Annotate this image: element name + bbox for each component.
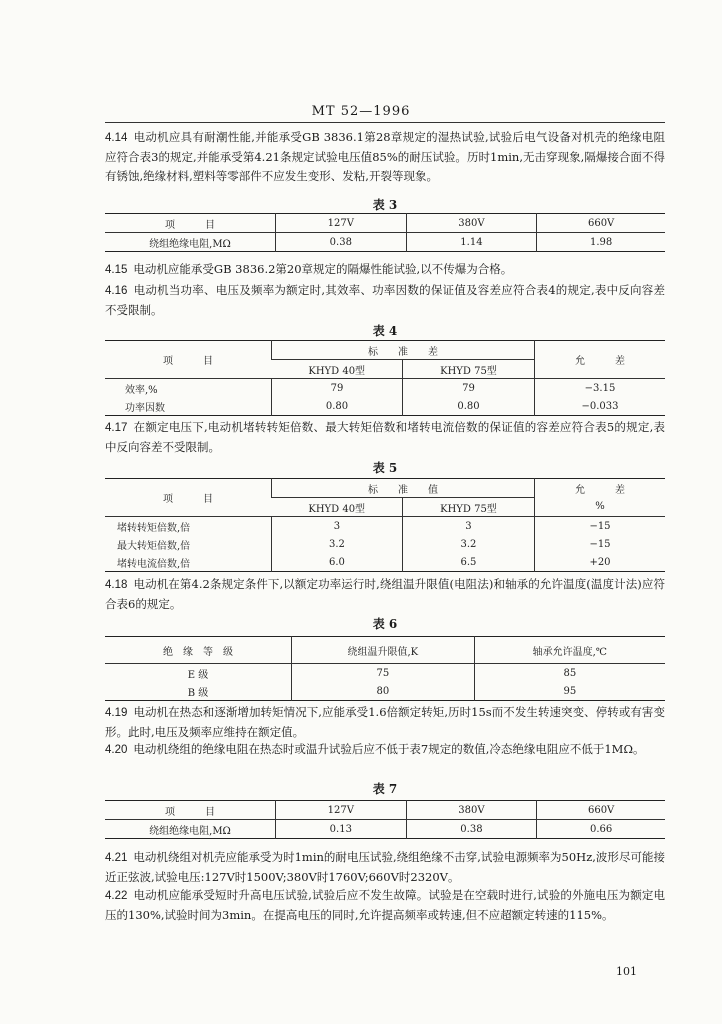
clause-4-19: [105, 703, 665, 742]
clause-text: 电动机在第4.2条规定条件下,以额定功率运行时,绕组温升限值(电阻法)和轴承的允许温度(温度计法)应符合表6的规定。: [105, 577, 665, 611]
table3-col-127v: 127V: [276, 214, 407, 233]
table6-caption: 表 6: [372, 617, 398, 631]
table3-cell: 0.38: [276, 233, 407, 252]
table3-cell: 1.98: [537, 233, 665, 252]
clause-number: 4.19: [105, 707, 128, 719]
table4-cell: −3.15: [535, 379, 666, 398]
table6-row-label: B 级: [187, 687, 209, 699]
table4-row-label: 效率,%: [125, 384, 158, 396]
table5-caption: 表 5: [372, 461, 398, 475]
table4-col-khyd40: KHYD 40型: [272, 360, 403, 379]
clause-4-16: [105, 281, 665, 320]
clause-number: 4.20: [105, 744, 128, 756]
clause-number: 4.14: [105, 132, 128, 144]
clause-number: 4.16: [105, 285, 128, 297]
table6-temp-rise-header: 绕组温升限值,K: [292, 637, 475, 664]
clause-number: 4.17: [105, 422, 128, 434]
table3-cell: 1.14: [406, 233, 537, 252]
table4-caption: 表 4: [372, 324, 398, 338]
table5-cell: 3.2: [272, 535, 403, 553]
table6-insulation-header: 绝 缘 等 级: [105, 637, 292, 664]
table7-item-header: 项 目: [105, 801, 276, 820]
clause-number: 4.21: [105, 852, 128, 864]
table4-row-label: 功率因数: [125, 402, 165, 414]
table6-cell: 75: [292, 664, 475, 683]
clause-text: 电动机应能承受GB 3836.2第20章规定的隔爆性能试验,以不传爆为合格。: [133, 262, 513, 276]
clause-text: 电动机在热态和逐渐增加转矩情况下,应能承受1.6倍额定转矩,历时15s而不发生转速突变、停转或有害变形。此时,电压及频率应维持在额定值。: [105, 705, 665, 739]
table5-cell: +20: [535, 553, 666, 572]
table5-cell: 3: [272, 517, 403, 536]
clause-4-22: [105, 886, 665, 925]
table5-cell: −15: [535, 535, 666, 553]
table6-cell: 85: [474, 664, 665, 683]
table-7: [105, 800, 665, 839]
table4-cell: 0.80: [272, 397, 403, 416]
table5-cell: 6.0: [272, 553, 403, 572]
clause-number: 4.22: [105, 890, 128, 902]
table5-group-header: 标 准 值: [272, 479, 535, 498]
table7-col-127v: 127V: [276, 801, 407, 820]
table7-cell: 0.13: [276, 820, 407, 839]
table-3: [105, 213, 665, 252]
table4-tolerance-header: 允 差: [535, 341, 666, 379]
clause-text: 电动机绕组对机壳应能承受为时1min的耐电压试验,绕组绝缘不击穿,试验电源频率为50Hz,波形尽可能接近正弦波,试验电压:127V时1500V;380V时1760V;660V时2320V。: [105, 850, 665, 884]
table3-item-header: 项 目: [105, 214, 276, 233]
clause-text: 在额定电压下,电动机堵转转矩倍数、最大转矩倍数和堵转电流倍数的保证值的容差应符合表5的规定,表中反向容差不受限制。: [105, 420, 665, 454]
table4-item-header: 项 目: [105, 341, 272, 379]
table4-cell: −0.033: [535, 397, 666, 416]
clause-4-15: [105, 260, 665, 280]
clause-4-17: [105, 418, 665, 457]
table6-row-label: E 级: [187, 669, 209, 681]
page-number: 101: [616, 965, 637, 978]
table7-col-660v: 660V: [537, 801, 665, 820]
table5-cell: 6.5: [402, 553, 534, 572]
standard-header: MT 52—1996: [311, 104, 411, 119]
table4-cell: 79: [272, 379, 403, 398]
table6-cell: 80: [292, 682, 475, 701]
table7-col-380v: 380V: [406, 801, 537, 820]
table3-caption: 表 3: [372, 198, 398, 212]
table5-cell: −15: [535, 517, 666, 536]
clause-number: 4.15: [105, 264, 128, 276]
table5-row-label: 堵转电流倍数,倍: [117, 558, 191, 570]
table3-col-660v: 660V: [537, 214, 665, 233]
table7-cell: 0.38: [406, 820, 537, 839]
clause-4-21: [105, 848, 665, 887]
table7-caption: 表 7: [372, 782, 398, 796]
clause-4-14: [105, 128, 665, 186]
table5-item-header: 项 目: [105, 479, 272, 517]
table3-col-380v: 380V: [406, 214, 537, 233]
table-4: [105, 340, 665, 416]
table6-bearing-temp-header: 轴承允许温度,℃: [474, 637, 665, 664]
clause-text: 电动机当功率、电压及频率为额定时,其效率、功率因数的保证值及容差应符合表4的规定,表中反向容差不受限制。: [105, 283, 665, 317]
clause-text: 电动机应能承受短时升高电压试验,试验后应不发生故障。试验是在空载时进行,试验的外施电压为额定电压的130%,试验时间为3min。在提高电压的同时,允许提高频率或转速,但不应超额定转速的115%。: [105, 888, 665, 922]
table5-row-label: 堵转转矩倍数,倍: [117, 522, 191, 534]
table4-cell: 79: [402, 379, 534, 398]
table5-tolerance-header: 允 差: [535, 479, 666, 498]
clause-number: 4.18: [105, 579, 128, 591]
table7-cell: 0.66: [537, 820, 665, 839]
table5-cell: 3.2: [402, 535, 534, 553]
header-rule: [105, 122, 665, 123]
table5-col-khyd75: KHYD 75型: [402, 498, 534, 517]
table6-cell: 95: [474, 682, 665, 701]
table5-row-label: 最大转矩倍数,倍: [117, 540, 191, 552]
table-6: [105, 636, 665, 701]
table4-cell: 0.80: [402, 397, 534, 416]
clause-text: 电动机应具有耐潮性能,并能承受GB 3836.1第28章规定的湿热试验,试验后电气设备对机壳的绝缘电阻应符合表3的规定,并能承受第4.21条规定试验电压值85%的耐压试验。历时1min,无击穿现象,隔爆接合面不得有锈蚀,绝缘材料,塑料等零部件不应发生变形、发粘,开裂等现象。: [105, 130, 665, 183]
table4-col-khyd75: KHYD 75型: [402, 360, 534, 379]
clause-4-18: [105, 575, 665, 614]
table5-cell: 3: [402, 517, 534, 536]
table7-row-label: 绕组绝缘电阻,MΩ: [149, 825, 231, 837]
clause-4-20: [105, 740, 665, 760]
table5-tolerance-unit: %: [535, 498, 666, 517]
clause-text: 电动机绕组的绝缘电阻在热态时或温升试验后应不低于表7规定的数值,冷态绝缘电阻应不低于1MΩ。: [133, 742, 645, 756]
table-5: [105, 478, 665, 572]
table5-col-khyd40: KHYD 40型: [272, 498, 403, 517]
table4-group-header: 标 准 差: [272, 341, 535, 360]
table3-row-label: 绕组绝缘电阻,MΩ: [149, 238, 231, 250]
